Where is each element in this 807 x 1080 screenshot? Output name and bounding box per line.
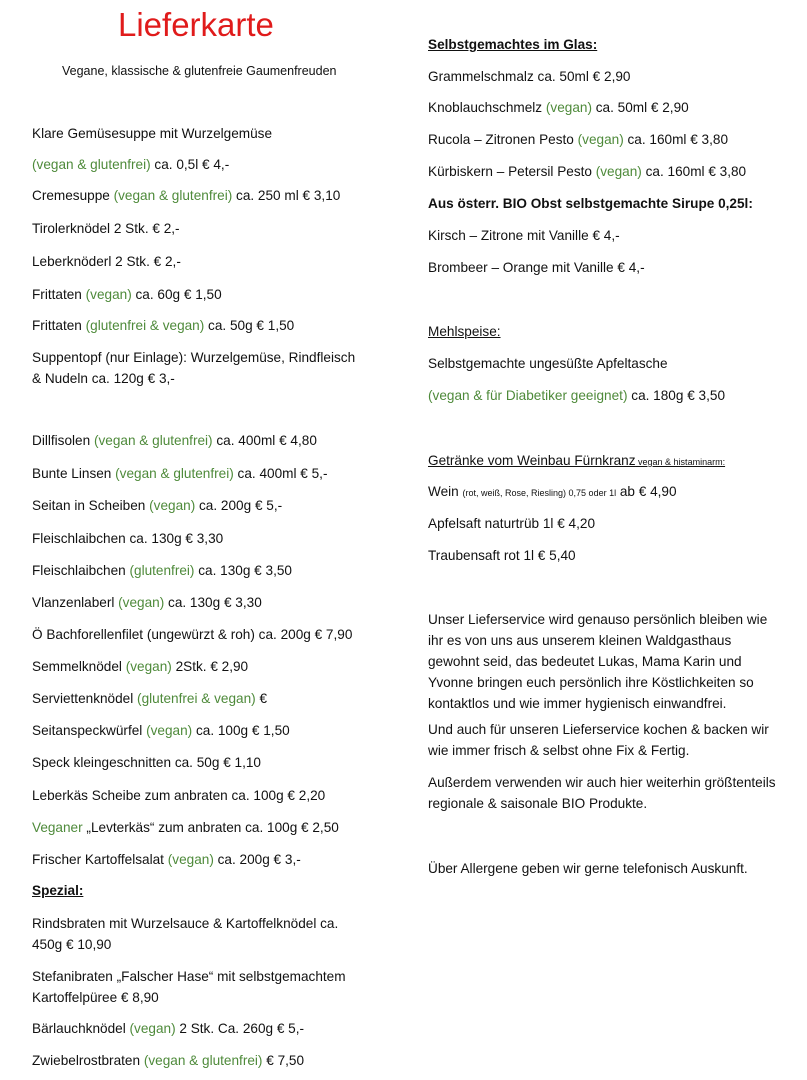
item-text: Seitanspeckwürfel bbox=[32, 723, 147, 738]
diet-tag: (vegan & glutenfrei) bbox=[115, 466, 234, 481]
diet-tag: (glutenfrei & vegan) bbox=[85, 318, 205, 333]
item-text: Frittaten bbox=[32, 287, 86, 302]
item-text: Zwiebelrostbraten bbox=[32, 1053, 144, 1068]
item-text: Cremesuppe bbox=[32, 188, 114, 203]
item-text: „Levterkäs“ zum anbraten ca. 100g € 2,50 bbox=[82, 820, 339, 835]
menu-item bbox=[428, 129, 728, 150]
item-text: 2Stk. € 2,90 bbox=[171, 659, 249, 674]
item-text: Semmelknödel bbox=[32, 659, 126, 674]
menu-item: Kirsch – Zitrone mit Vanille € 4,- bbox=[428, 228, 620, 243]
menu-item: Apfelsaft naturtrüb 1l € 4,20 bbox=[428, 516, 596, 531]
item-text: ca. 160ml € 3,80 bbox=[623, 132, 729, 147]
menu-item bbox=[32, 495, 282, 516]
item-text: ca. 160ml € 3,80 bbox=[641, 164, 747, 179]
section-heading-spezial: Spezial: bbox=[32, 883, 84, 898]
item-text: Kürbiskern – Petersil Pesto bbox=[428, 164, 596, 179]
menu-item bbox=[32, 688, 267, 709]
section-heading-getraenke bbox=[428, 450, 725, 473]
item-text: Knoblauchschmelz bbox=[428, 100, 546, 115]
menu-item bbox=[32, 656, 248, 677]
menu-item: Ö Bachforellenfilet (ungewürzt & roh) ca. 200g € 7,90 bbox=[32, 627, 353, 642]
diet-tag: (vegan) bbox=[85, 287, 132, 302]
diet-tag: (vegan) bbox=[125, 659, 172, 674]
menu-item: Grammelschmalz ca. 50ml € 2,90 bbox=[428, 69, 631, 84]
item-text: Rucola – Zitronen Pesto bbox=[428, 132, 578, 147]
menu-item bbox=[32, 720, 290, 741]
item-text: ca. 100g € 1,50 bbox=[192, 723, 290, 738]
menu-item: & Nudeln ca. 120g € 3,- bbox=[32, 371, 175, 386]
menu-item: 450g € 10,90 bbox=[32, 937, 112, 952]
menu-item: Tirolerknödel 2 Stk. € 2,- bbox=[32, 221, 180, 236]
menu-item bbox=[32, 284, 222, 305]
diet-tag: (vegan) bbox=[146, 723, 193, 738]
menu-item bbox=[32, 315, 294, 336]
menu-item: Kartoffelpüree € 8,90 bbox=[32, 990, 159, 1005]
menu-item bbox=[32, 1050, 304, 1071]
menu-item: Brombeer – Orange mit Vanille € 4,- bbox=[428, 260, 645, 275]
item-text: ca. 400ml € 5,- bbox=[233, 466, 328, 481]
item-text: ab € 4,90 bbox=[616, 484, 677, 499]
item-note: (rot, weiß, Rose, Riesling) 0,75 oder 1l bbox=[462, 488, 617, 498]
diet-tag: (vegan) bbox=[129, 1021, 176, 1036]
info-paragraph: Außerdem verwenden wir auch hier weiterhin größtenteils regionale & saisonale BIO Produkte. bbox=[428, 775, 776, 811]
diet-tag: (vegan & für Diabetiker geeignet) bbox=[428, 388, 628, 403]
diet-tag: (vegan) bbox=[545, 100, 592, 115]
menu-item bbox=[32, 560, 292, 581]
item-text: ca. 60g € 1,50 bbox=[131, 287, 222, 302]
heading-text: Getränke vom Weinbau Fürnkranz bbox=[428, 453, 636, 468]
menu-item bbox=[428, 161, 746, 182]
menu-item: Stefanibraten „Falscher Hase“ mit selbstgemachtem bbox=[32, 969, 346, 984]
item-text: Klare Gemüsesuppe mit Wurzelgemüse bbox=[32, 126, 273, 141]
diet-tag: (glutenfrei) bbox=[129, 563, 195, 578]
menu-item bbox=[428, 97, 689, 118]
section-heading-mehlspeise: Mehlspeise: bbox=[428, 324, 501, 339]
page-subtitle: Vegane, klassische & glutenfreie Gaumenfreuden bbox=[62, 64, 337, 78]
item-text: Seitan in Scheiben bbox=[32, 498, 150, 513]
menu-item bbox=[428, 481, 677, 504]
menu-item bbox=[32, 849, 301, 870]
diet-tag: Veganer bbox=[32, 820, 83, 835]
item-text: Frittaten bbox=[32, 318, 86, 333]
diet-tag: (vegan) bbox=[167, 852, 214, 867]
menu-item bbox=[32, 430, 317, 451]
menu-item: Traubensaft rot 1l € 5,40 bbox=[428, 548, 576, 563]
item-text: ca. 200g € 5,- bbox=[195, 498, 283, 513]
item-text: Fleischlaibchen bbox=[32, 563, 130, 578]
diet-tag: (vegan) bbox=[577, 132, 624, 147]
menu-item: Selbstgemachte ungesüßte Apfeltasche bbox=[428, 356, 668, 371]
menu-item: Rindsbraten mit Wurzelsauce & Kartoffelknödel ca. bbox=[32, 916, 339, 931]
menu-item bbox=[32, 592, 262, 613]
menu-item bbox=[32, 463, 327, 484]
item-text: ca. 180g € 3,50 bbox=[627, 388, 725, 403]
diet-tag: (vegan & glutenfrei) bbox=[143, 1053, 263, 1068]
item-text: € 7,50 bbox=[262, 1053, 305, 1068]
item-text: Vlanzenlaberl bbox=[32, 595, 119, 610]
section-heading-glas: Selbstgemachtes im Glas: bbox=[428, 37, 598, 52]
menu-item: Suppentopf (nur Einlage): Wurzelgemüse, Rindfleisch bbox=[32, 350, 356, 365]
menu-item: Fleischlaibchen ca. 130g € 3,30 bbox=[32, 531, 224, 546]
menu-item bbox=[32, 817, 339, 838]
menu-item bbox=[32, 185, 340, 206]
menu-item bbox=[32, 1018, 304, 1039]
diet-tag: (vegan) bbox=[118, 595, 165, 610]
item-text: ca. 130g € 3,30 bbox=[164, 595, 262, 610]
item-text: ca. 130g € 3,50 bbox=[194, 563, 292, 578]
item-text: Dillfisolen bbox=[32, 433, 94, 448]
item-text: Serviettenknödel bbox=[32, 691, 138, 706]
diet-tag: (vegan & glutenfrei) bbox=[32, 157, 151, 172]
item-text: 2 Stk. Ca. 260g € 5,- bbox=[175, 1021, 305, 1036]
item-text: ca. 250 ml € 3,10 bbox=[232, 188, 341, 203]
item-text: Bärlauchknödel bbox=[32, 1021, 130, 1036]
diet-tag: (vegan) bbox=[149, 498, 196, 513]
heading-note: vegan & histaminarm: bbox=[635, 457, 726, 467]
info-paragraph: Und auch für unseren Lieferservice kochen & backen wir wie immer frisch & selbst ohne Fix & Fertig. bbox=[428, 722, 769, 758]
diet-tag: (glutenfrei & vegan) bbox=[137, 691, 256, 706]
diet-tag: (vegan) bbox=[595, 164, 642, 179]
menu-item: Speck kleingeschnitten ca. 50g € 1,10 bbox=[32, 755, 261, 770]
item-text: Frischer Kartoffelsalat bbox=[32, 852, 168, 867]
menu-item: Leberknöderl 2 Stk. € 2,- bbox=[32, 254, 181, 269]
diet-tag: (vegan & glutenfrei) bbox=[113, 188, 233, 203]
page-title: Lieferkarte bbox=[118, 6, 274, 43]
menu-item bbox=[428, 385, 725, 406]
item-text: € bbox=[255, 691, 268, 706]
item-text: ca. 0,5l € 4,- bbox=[150, 157, 230, 172]
menu-item: Leberkäs Scheibe zum anbraten ca. 100g € 2,20 bbox=[32, 788, 326, 803]
menu-item bbox=[32, 154, 229, 175]
section-heading-sirup: Aus österr. BIO Obst selbstgemachte Sirupe 0,25l: bbox=[428, 196, 753, 211]
item-text: ca. 400ml € 4,80 bbox=[212, 433, 317, 448]
item-text: ca. 200g € 3,- bbox=[213, 852, 301, 867]
info-paragraph: Über Allergene geben wir gerne telefonisch Auskunft. bbox=[428, 861, 748, 876]
diet-tag: (vegan & glutenfrei) bbox=[93, 433, 213, 448]
item-text: ca. 50ml € 2,90 bbox=[591, 100, 689, 115]
item-text: ca. 50g € 1,50 bbox=[204, 318, 295, 333]
item-text: Wein bbox=[428, 484, 463, 499]
menu-item bbox=[32, 123, 272, 144]
item-text: Bunte Linsen bbox=[32, 466, 116, 481]
info-paragraph: Unser Lieferservice wird genauso persönlich bleiben wie ihr es von uns aus unserem kleinen Waldgasthaus gewohnt seid, das bedeutet Lukas, Mama Karin und Yvonne bringen euch persönlich ihre Köstlichkeiten so kontaktlos und wie immer hygienisch einwandfrei. bbox=[428, 612, 768, 711]
